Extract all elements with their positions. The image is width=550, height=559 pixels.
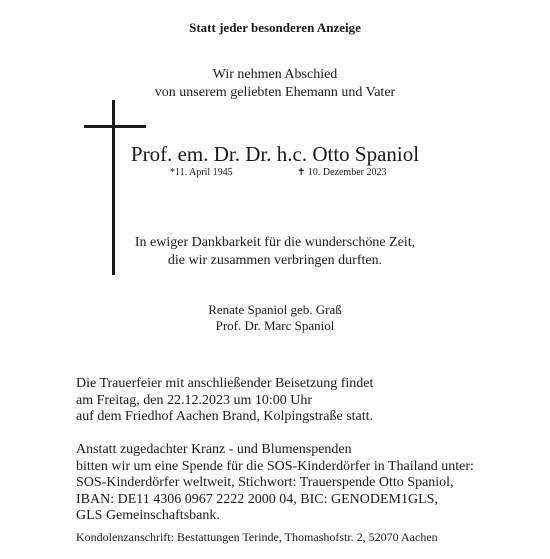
donation-line: GLS Gemeinschaftsbank. — [76, 508, 220, 523]
intro-line: Wir nehmen Abschied — [212, 67, 338, 82]
mourner-name: Prof. Dr. Marc Spaniol — [215, 318, 335, 333]
intro-text — [0, 66, 550, 102]
donation-details — [76, 442, 536, 525]
thanks-text — [0, 234, 550, 270]
funeral-line: am Freitag, den 22.12.2023 um 10:00 Uhr — [76, 392, 313, 408]
donation-line: bitten wir um eine Spende für die SOS-Kinderdörfer in Thailand unter: — [76, 458, 474, 474]
condolence-address: Kondolenzanschrift: Bestattungen Terinde, Thomashofstr. 2, 52070 Aachen — [76, 530, 438, 544]
donation-line: SOS-Kinderdörfer weltweit, Stichwort: Trauerspende Otto Spaniol, — [76, 475, 454, 490]
death-date: ✝ 10. Dezember 2023 — [297, 167, 387, 178]
donation-line: Anstatt zugedachter Kranz - und Blumenspenden — [76, 442, 352, 457]
notice-heading: Statt jeder besonderen Anzeige — [189, 20, 361, 35]
donation-line: IBAN: DE11 4306 0967 2222 2000 04, BIC: GENODEM1GLS, — [76, 491, 438, 507]
thanks-line: die wir zusammen verbringen durften. — [167, 253, 383, 268]
birth-date: *11. April 1945 — [170, 167, 233, 178]
deceased-name: Prof. em. Dr. Dr. h.c. Otto Spaniol — [130, 142, 420, 166]
funeral-details — [76, 376, 536, 426]
mourner-name: Renate Spaniol geb. Graß — [208, 302, 342, 317]
mourners-list — [0, 302, 550, 334]
thanks-line: In ewiger Dankbarkeit für die wunderschöne Zeit, — [134, 235, 416, 250]
intro-line: von unserem geliebten Ehemann und Vater — [154, 85, 396, 100]
funeral-line: auf dem Friedhof Aachen Brand, Kolpingstraße statt. — [76, 409, 374, 424]
funeral-line: Die Trauerfeier mit anschließender Beisetzung findet — [76, 376, 374, 391]
